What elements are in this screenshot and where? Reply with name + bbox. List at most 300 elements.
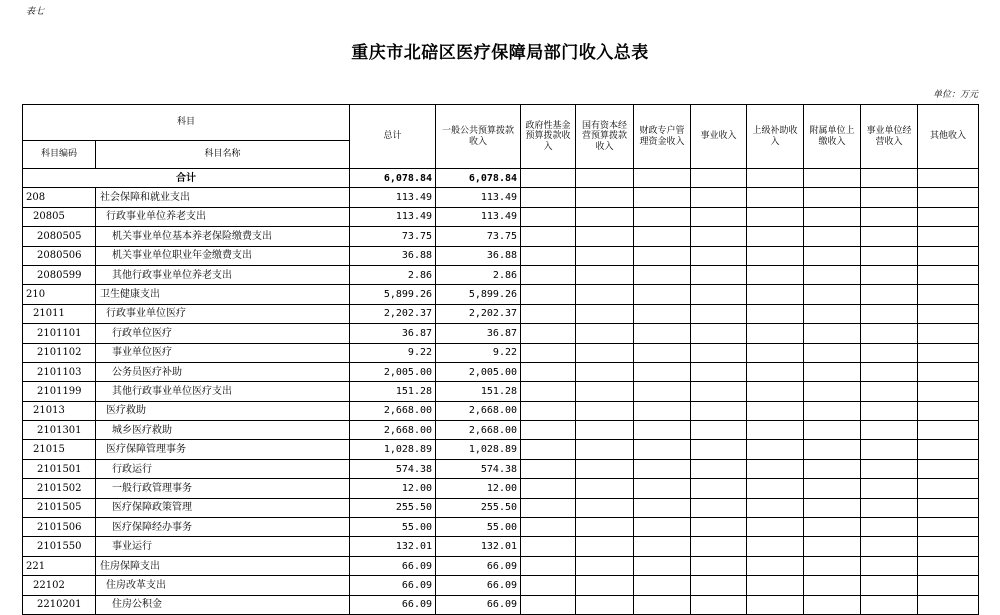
general-budget-amount: 55.00 bbox=[436, 518, 521, 537]
empty-cell bbox=[804, 498, 861, 517]
empty-cell bbox=[691, 479, 747, 498]
empty-cell bbox=[918, 169, 979, 188]
empty-cell bbox=[691, 265, 747, 284]
general-budget-amount: 36.87 bbox=[436, 324, 521, 343]
empty-cell bbox=[691, 285, 747, 304]
subject-name: 行政运行 bbox=[96, 459, 350, 478]
table-row bbox=[23, 285, 979, 304]
total-amount: 9.22 bbox=[350, 343, 436, 362]
subject-code: 2080599 bbox=[23, 265, 96, 284]
empty-cell bbox=[861, 265, 918, 284]
table-number-label: 表七 bbox=[26, 7, 45, 17]
empty-cell bbox=[918, 188, 979, 207]
empty-cell bbox=[804, 556, 861, 575]
empty-cell bbox=[634, 169, 691, 188]
empty-cell bbox=[634, 440, 691, 459]
general-budget-amount: 2,005.00 bbox=[436, 362, 521, 381]
empty-cell bbox=[804, 479, 861, 498]
table-row bbox=[23, 576, 979, 595]
subject-code: 21013 bbox=[23, 401, 96, 420]
empty-cell bbox=[918, 401, 979, 420]
empty-cell bbox=[918, 576, 979, 595]
empty-cell bbox=[634, 576, 691, 595]
empty-cell bbox=[804, 304, 861, 323]
empty-cell bbox=[747, 479, 804, 498]
subject-name: 住房改革支出 bbox=[96, 576, 350, 595]
subject-name: 医疗保障管理事务 bbox=[96, 440, 350, 459]
empty-cell bbox=[747, 595, 804, 614]
empty-cell bbox=[918, 440, 979, 459]
empty-cell bbox=[861, 207, 918, 226]
empty-cell bbox=[804, 440, 861, 459]
empty-cell bbox=[521, 498, 576, 517]
table-row bbox=[23, 246, 979, 265]
header-state-capital: 国有资本经营预算拨款收入 bbox=[576, 105, 634, 169]
subject-code: 21015 bbox=[23, 440, 96, 459]
empty-cell bbox=[521, 382, 576, 401]
subject-name: 城乡医疗救助 bbox=[96, 421, 350, 440]
empty-cell bbox=[747, 421, 804, 440]
empty-cell bbox=[918, 207, 979, 226]
table-row bbox=[23, 188, 979, 207]
subject-code: 2101550 bbox=[23, 537, 96, 556]
subject-name: 机关事业单位职业年金缴费支出 bbox=[96, 246, 350, 265]
subject-name: 其他行政事业单位医疗支出 bbox=[96, 382, 350, 401]
table-row bbox=[23, 421, 979, 440]
subject-name: 医疗保障经办事务 bbox=[96, 518, 350, 537]
total-amount: 1,028.89 bbox=[350, 440, 436, 459]
income-summary-table bbox=[22, 104, 979, 615]
empty-cell bbox=[691, 324, 747, 343]
general-budget-amount: 9.22 bbox=[436, 343, 521, 362]
table-row bbox=[23, 479, 979, 498]
empty-cell bbox=[521, 285, 576, 304]
subject-code: 2101502 bbox=[23, 479, 96, 498]
empty-cell bbox=[521, 246, 576, 265]
header-subject: 科目 bbox=[23, 105, 350, 141]
general-budget-amount: 2,668.00 bbox=[436, 401, 521, 420]
empty-cell bbox=[747, 207, 804, 226]
table-row bbox=[23, 537, 979, 556]
empty-cell bbox=[521, 479, 576, 498]
general-budget-amount: 73.75 bbox=[436, 227, 521, 246]
empty-cell bbox=[634, 459, 691, 478]
empty-cell bbox=[861, 401, 918, 420]
empty-cell bbox=[861, 479, 918, 498]
empty-cell bbox=[521, 169, 576, 188]
empty-cell bbox=[747, 382, 804, 401]
header-general-budget: 一般公共预算拨款收入 bbox=[436, 105, 521, 169]
subject-name: 行政单位医疗 bbox=[96, 324, 350, 343]
subject-code: 208 bbox=[23, 188, 96, 207]
empty-cell bbox=[918, 382, 979, 401]
subject-code: 2101102 bbox=[23, 343, 96, 362]
empty-cell bbox=[634, 401, 691, 420]
subject-name: 机关事业单位基本养老保险缴费支出 bbox=[96, 227, 350, 246]
empty-cell bbox=[804, 169, 861, 188]
table-row bbox=[23, 207, 979, 226]
empty-cell bbox=[691, 382, 747, 401]
empty-cell bbox=[634, 343, 691, 362]
total-amount: 132.01 bbox=[350, 537, 436, 556]
empty-cell bbox=[804, 324, 861, 343]
empty-cell bbox=[521, 343, 576, 362]
empty-cell bbox=[861, 362, 918, 381]
header-code: 科目编码 bbox=[23, 141, 96, 169]
general-budget-amount: 1,028.89 bbox=[436, 440, 521, 459]
empty-cell bbox=[691, 362, 747, 381]
empty-cell bbox=[634, 304, 691, 323]
empty-cell bbox=[747, 285, 804, 304]
empty-cell bbox=[747, 498, 804, 517]
empty-cell bbox=[861, 343, 918, 362]
empty-cell bbox=[576, 498, 634, 517]
subject-code: 22102 bbox=[23, 576, 96, 595]
empty-cell bbox=[691, 518, 747, 537]
total-amount: 12.00 bbox=[350, 479, 436, 498]
general-budget-amount: 12.00 bbox=[436, 479, 521, 498]
empty-cell bbox=[861, 537, 918, 556]
empty-cell bbox=[747, 304, 804, 323]
subject-code: 2101101 bbox=[23, 324, 96, 343]
total-amount: 2,668.00 bbox=[350, 421, 436, 440]
empty-cell bbox=[747, 227, 804, 246]
empty-cell bbox=[691, 537, 747, 556]
table-row bbox=[23, 324, 979, 343]
empty-cell bbox=[576, 265, 634, 284]
table-row bbox=[23, 343, 979, 362]
empty-cell bbox=[691, 401, 747, 420]
empty-cell bbox=[747, 362, 804, 381]
empty-cell bbox=[804, 518, 861, 537]
table-row bbox=[23, 227, 979, 246]
subject-code: 2101505 bbox=[23, 498, 96, 517]
empty-cell bbox=[691, 343, 747, 362]
empty-cell bbox=[747, 188, 804, 207]
empty-cell bbox=[634, 556, 691, 575]
empty-cell bbox=[804, 362, 861, 381]
general-budget-amount: 151.28 bbox=[436, 382, 521, 401]
empty-cell bbox=[634, 518, 691, 537]
empty-cell bbox=[747, 518, 804, 537]
general-budget-amount: 66.09 bbox=[436, 576, 521, 595]
empty-cell bbox=[576, 595, 634, 614]
subject-name: 住房保障支出 bbox=[96, 556, 350, 575]
empty-cell bbox=[861, 382, 918, 401]
empty-cell bbox=[691, 498, 747, 517]
empty-cell bbox=[521, 459, 576, 478]
table-row bbox=[23, 498, 979, 517]
subject-name: 其他行政事业单位养老支出 bbox=[96, 265, 350, 284]
empty-cell bbox=[918, 343, 979, 362]
subject-code: 2101103 bbox=[23, 362, 96, 381]
subject-name: 事业单位医疗 bbox=[96, 343, 350, 362]
table-row bbox=[23, 595, 979, 614]
subject-name: 一般行政管理事务 bbox=[96, 479, 350, 498]
empty-cell bbox=[691, 304, 747, 323]
empty-cell bbox=[634, 595, 691, 614]
empty-cell bbox=[804, 227, 861, 246]
empty-cell bbox=[576, 169, 634, 188]
empty-cell bbox=[634, 227, 691, 246]
empty-cell bbox=[804, 343, 861, 362]
empty-cell bbox=[521, 440, 576, 459]
empty-cell bbox=[691, 207, 747, 226]
empty-cell bbox=[804, 285, 861, 304]
header-affiliated: 附属单位上缴收入 bbox=[804, 105, 861, 169]
table-row bbox=[23, 459, 979, 478]
table-row bbox=[23, 440, 979, 459]
total-amount: 151.28 bbox=[350, 382, 436, 401]
empty-cell bbox=[691, 227, 747, 246]
subject-name: 行政事业单位医疗 bbox=[96, 304, 350, 323]
general-budget-amount: 132.01 bbox=[436, 537, 521, 556]
table-row bbox=[23, 556, 979, 575]
subject-name: 事业运行 bbox=[96, 537, 350, 556]
general-budget-amount: 574.38 bbox=[436, 459, 521, 478]
empty-cell bbox=[861, 595, 918, 614]
empty-cell bbox=[747, 459, 804, 478]
table-row bbox=[23, 362, 979, 381]
subject-code: 210 bbox=[23, 285, 96, 304]
empty-cell bbox=[521, 227, 576, 246]
empty-cell bbox=[918, 459, 979, 478]
table-row bbox=[23, 304, 979, 323]
total-amount: 36.88 bbox=[350, 246, 436, 265]
total-amount: 73.75 bbox=[350, 227, 436, 246]
header-gov-fund: 政府性基金预算拨款收入 bbox=[521, 105, 576, 169]
general-budget-amount: 66.09 bbox=[436, 556, 521, 575]
empty-cell bbox=[691, 459, 747, 478]
subject-code: 2101301 bbox=[23, 421, 96, 440]
total-cell-total: 6,078.84 bbox=[350, 169, 436, 188]
general-budget-amount: 66.09 bbox=[436, 595, 521, 614]
empty-cell bbox=[521, 595, 576, 614]
empty-cell bbox=[861, 459, 918, 478]
empty-cell bbox=[691, 576, 747, 595]
general-budget-amount: 2.86 bbox=[436, 265, 521, 284]
empty-cell bbox=[576, 246, 634, 265]
empty-cell bbox=[634, 246, 691, 265]
general-budget-amount: 2,668.00 bbox=[436, 421, 521, 440]
empty-cell bbox=[861, 169, 918, 188]
total-amount: 2.86 bbox=[350, 265, 436, 284]
header-operating: 事业单位经营收入 bbox=[861, 105, 918, 169]
total-amount: 66.09 bbox=[350, 576, 436, 595]
empty-cell bbox=[576, 343, 634, 362]
empty-cell bbox=[861, 421, 918, 440]
empty-cell bbox=[918, 498, 979, 517]
empty-cell bbox=[691, 595, 747, 614]
empty-cell bbox=[576, 382, 634, 401]
empty-cell bbox=[918, 556, 979, 575]
empty-cell bbox=[918, 304, 979, 323]
table-row bbox=[23, 518, 979, 537]
empty-cell bbox=[918, 537, 979, 556]
empty-cell bbox=[576, 324, 634, 343]
total-amount: 255.50 bbox=[350, 498, 436, 517]
empty-cell bbox=[576, 285, 634, 304]
empty-cell bbox=[576, 401, 634, 420]
header-higher-subsidy: 上级补助收入 bbox=[747, 105, 804, 169]
empty-cell bbox=[747, 401, 804, 420]
empty-cell bbox=[634, 285, 691, 304]
empty-cell bbox=[691, 440, 747, 459]
empty-cell bbox=[747, 169, 804, 188]
empty-cell bbox=[747, 440, 804, 459]
total-row bbox=[23, 169, 979, 188]
subject-name: 医疗保障政策管理 bbox=[96, 498, 350, 517]
empty-cell bbox=[804, 595, 861, 614]
empty-cell bbox=[576, 421, 634, 440]
table-row bbox=[23, 382, 979, 401]
subject-code: 21011 bbox=[23, 304, 96, 323]
empty-cell bbox=[804, 382, 861, 401]
empty-cell bbox=[576, 576, 634, 595]
total-amount: 2,202.37 bbox=[350, 304, 436, 323]
subject-name: 社会保障和就业支出 bbox=[96, 188, 350, 207]
empty-cell bbox=[634, 188, 691, 207]
empty-cell bbox=[918, 362, 979, 381]
empty-cell bbox=[804, 421, 861, 440]
subject-name: 行政事业单位养老支出 bbox=[96, 207, 350, 226]
empty-cell bbox=[521, 362, 576, 381]
empty-cell bbox=[918, 227, 979, 246]
subject-name: 公务员医疗补助 bbox=[96, 362, 350, 381]
empty-cell bbox=[918, 265, 979, 284]
empty-cell bbox=[691, 246, 747, 265]
empty-cell bbox=[804, 459, 861, 478]
empty-cell bbox=[576, 537, 634, 556]
empty-cell bbox=[576, 556, 634, 575]
total-amount: 2,668.00 bbox=[350, 401, 436, 420]
subject-code: 2101506 bbox=[23, 518, 96, 537]
empty-cell bbox=[804, 576, 861, 595]
general-budget-amount: 2,202.37 bbox=[436, 304, 521, 323]
total-amount: 36.87 bbox=[350, 324, 436, 343]
empty-cell bbox=[691, 421, 747, 440]
subject-code: 2210201 bbox=[23, 595, 96, 614]
empty-cell bbox=[747, 324, 804, 343]
unit-label: 单位：万元 bbox=[932, 90, 978, 100]
empty-cell bbox=[576, 479, 634, 498]
empty-cell bbox=[861, 518, 918, 537]
subject-code: 2080505 bbox=[23, 227, 96, 246]
total-label: 合计 bbox=[23, 169, 350, 188]
empty-cell bbox=[521, 518, 576, 537]
subject-code: 221 bbox=[23, 556, 96, 575]
general-budget-amount: 255.50 bbox=[436, 498, 521, 517]
total-cell-general: 6,078.84 bbox=[436, 169, 521, 188]
empty-cell bbox=[861, 285, 918, 304]
header-other: 其他收入 bbox=[918, 105, 979, 169]
subject-name: 卫生健康支出 bbox=[96, 285, 350, 304]
empty-cell bbox=[691, 169, 747, 188]
empty-cell bbox=[747, 537, 804, 556]
total-amount: 66.09 bbox=[350, 595, 436, 614]
subject-name: 医疗救助 bbox=[96, 401, 350, 420]
empty-cell bbox=[861, 324, 918, 343]
empty-cell bbox=[861, 556, 918, 575]
empty-cell bbox=[861, 246, 918, 265]
general-budget-amount: 5,899.26 bbox=[436, 285, 521, 304]
subject-code: 2080506 bbox=[23, 246, 96, 265]
empty-cell bbox=[634, 382, 691, 401]
subject-code: 2101501 bbox=[23, 459, 96, 478]
header-total: 总计 bbox=[350, 105, 436, 169]
empty-cell bbox=[521, 304, 576, 323]
total-amount: 5,899.26 bbox=[350, 285, 436, 304]
empty-cell bbox=[521, 537, 576, 556]
empty-cell bbox=[521, 421, 576, 440]
empty-cell bbox=[804, 401, 861, 420]
empty-cell bbox=[634, 421, 691, 440]
empty-cell bbox=[576, 440, 634, 459]
empty-cell bbox=[576, 459, 634, 478]
empty-cell bbox=[521, 265, 576, 284]
total-amount: 55.00 bbox=[350, 518, 436, 537]
table-row bbox=[23, 265, 979, 284]
empty-cell bbox=[576, 207, 634, 226]
empty-cell bbox=[804, 265, 861, 284]
empty-cell bbox=[634, 479, 691, 498]
general-budget-amount: 36.88 bbox=[436, 246, 521, 265]
empty-cell bbox=[918, 421, 979, 440]
total-amount: 66.09 bbox=[350, 556, 436, 575]
empty-cell bbox=[747, 576, 804, 595]
header-name: 科目名称 bbox=[96, 141, 350, 169]
empty-cell bbox=[918, 518, 979, 537]
general-budget-amount: 113.49 bbox=[436, 188, 521, 207]
empty-cell bbox=[747, 343, 804, 362]
empty-cell bbox=[634, 265, 691, 284]
empty-cell bbox=[634, 537, 691, 556]
empty-cell bbox=[634, 498, 691, 517]
empty-cell bbox=[747, 265, 804, 284]
empty-cell bbox=[521, 324, 576, 343]
subject-code: 20805 bbox=[23, 207, 96, 226]
empty-cell bbox=[576, 188, 634, 207]
header-business: 事业收入 bbox=[691, 105, 747, 169]
empty-cell bbox=[861, 227, 918, 246]
empty-cell bbox=[634, 207, 691, 226]
subject-code: 2101199 bbox=[23, 382, 96, 401]
empty-cell bbox=[804, 246, 861, 265]
total-amount: 113.49 bbox=[350, 207, 436, 226]
empty-cell bbox=[918, 285, 979, 304]
empty-cell bbox=[747, 246, 804, 265]
empty-cell bbox=[918, 595, 979, 614]
table-row bbox=[23, 401, 979, 420]
empty-cell bbox=[576, 518, 634, 537]
empty-cell bbox=[918, 324, 979, 343]
total-amount: 574.38 bbox=[350, 459, 436, 478]
empty-cell bbox=[861, 304, 918, 323]
subject-name: 住房公积金 bbox=[96, 595, 350, 614]
empty-cell bbox=[747, 556, 804, 575]
empty-cell bbox=[634, 324, 691, 343]
empty-cell bbox=[804, 207, 861, 226]
empty-cell bbox=[576, 362, 634, 381]
empty-cell bbox=[521, 401, 576, 420]
total-amount: 113.49 bbox=[350, 188, 436, 207]
empty-cell bbox=[521, 556, 576, 575]
general-budget-amount: 113.49 bbox=[436, 207, 521, 226]
empty-cell bbox=[861, 188, 918, 207]
empty-cell bbox=[521, 207, 576, 226]
empty-cell bbox=[918, 246, 979, 265]
empty-cell bbox=[576, 304, 634, 323]
